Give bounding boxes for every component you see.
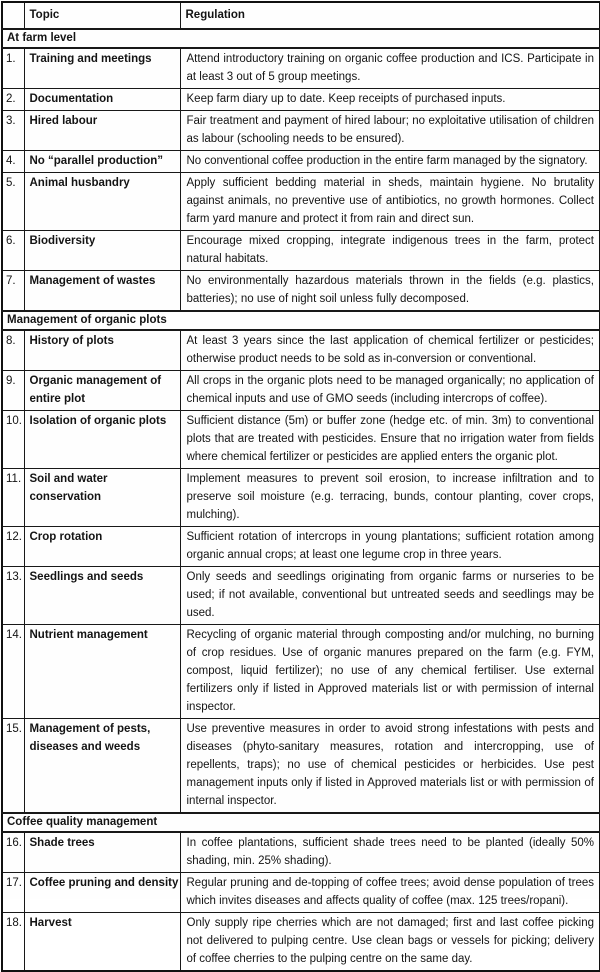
table-row xyxy=(2,832,600,873)
topic-cell: Training and meetings xyxy=(24,48,180,89)
regulation-cell: Keep farm diary up to date. Keep receipts of purchased inputs. xyxy=(180,89,600,111)
table-row xyxy=(2,527,600,567)
row-number-cell: 2. xyxy=(2,89,24,111)
header-topic-cell: Topic xyxy=(24,2,180,29)
regulations-table xyxy=(1,1,600,972)
topic-cell: Nutrient management xyxy=(24,625,180,719)
table-row xyxy=(2,173,600,231)
topic-cell: Organic management of entire plot xyxy=(24,371,180,411)
table-row xyxy=(2,271,600,312)
regulation-cell: Recycling of organic material through composting and/or mulching, no burning of crop residues. Use of organic manures prepared on the farm (e.g. FYM, compost, liquid fertilizer); no use of any chemical fertiliser. Use external fertilizers only if listed in Approved materials list or with permission of internal inspector. xyxy=(180,625,600,719)
header-num-cell xyxy=(2,2,24,29)
row-number-cell: 18. xyxy=(2,913,24,972)
row-number-cell: 16. xyxy=(2,832,24,873)
regulation-cell: Use preventive measures in order to avoid strong infestations with pests and diseases (phyto-sanitary measures, rotation and intercropping, use of repellents, traps); no use of chemical pesticides or herbicides. Use pest management inputs only if listed in Approved materials list or with permission of internal inspector. xyxy=(180,719,600,814)
row-number-cell: 11. xyxy=(2,469,24,527)
topic-cell: Documentation xyxy=(24,89,180,111)
regulations-table-body xyxy=(2,2,600,971)
row-number-cell: 7. xyxy=(2,271,24,312)
table-row xyxy=(2,151,600,173)
section-header-row xyxy=(2,29,600,48)
regulation-cell: No conventional coffee production in the entire farm managed by the signatory. xyxy=(180,151,600,173)
table-header-row xyxy=(2,2,600,29)
section-title: Coffee quality management xyxy=(2,813,600,832)
topic-cell: Management of pests, diseases and weeds xyxy=(24,719,180,814)
topic-cell: Management of wastes xyxy=(24,271,180,312)
regulation-cell: In coffee plantations, sufficient shade trees need to be planted (ideally 50% shading, min. 25% shading). xyxy=(180,832,600,873)
topic-cell: Shade trees xyxy=(24,832,180,873)
regulation-cell: Implement measures to prevent soil erosion, to increase infiltration and to preserve soil moisture (e.g. terracing, bunds, contour planting, cover crops, mulching). xyxy=(180,469,600,527)
topic-cell: Hired labour xyxy=(24,111,180,151)
row-number-cell: 8. xyxy=(2,330,24,371)
table-row xyxy=(2,913,600,972)
row-number-cell: 3. xyxy=(2,111,24,151)
regulation-cell: At least 3 years since the last application of chemical fertilizer or pesticides; otherwise product needs to be sold as in-conversion or conventional. xyxy=(180,330,600,371)
regulation-cell: No environmentally hazardous materials thrown in the fields (e.g. plastics, batteries); no use of night soil unless fully decomposed. xyxy=(180,271,600,312)
row-number-cell: 9. xyxy=(2,371,24,411)
row-number-cell: 17. xyxy=(2,873,24,913)
section-title: At farm level xyxy=(2,29,600,48)
regulation-cell: Sufficient distance (5m) or buffer zone (hedge etc. of min. 3m) to conventional plots that are treated with pesticides. Ensure that no irrigation water from fields where chemical fertilizer or pesticides are applied enters the organic plot. xyxy=(180,411,600,469)
topic-cell: Crop rotation xyxy=(24,527,180,567)
topic-cell: Seedlings and seeds xyxy=(24,567,180,625)
row-number-cell: 10. xyxy=(2,411,24,469)
topic-cell: History of plots xyxy=(24,330,180,371)
table-row xyxy=(2,411,600,469)
table-row xyxy=(2,873,600,913)
regulation-cell: Sufficient rotation of intercrops in young plantations; sufficient rotation among organic annual crops; at least one legume crop in three years. xyxy=(180,527,600,567)
table-row xyxy=(2,111,600,151)
table-row xyxy=(2,567,600,625)
section-header-row xyxy=(2,813,600,832)
topic-cell: No “parallel production” xyxy=(24,151,180,173)
table-row xyxy=(2,719,600,814)
regulation-cell: All crops in the organic plots need to be managed organically; no application of chemical inputs and use of GMO seeds (including intercrops of coffee). xyxy=(180,371,600,411)
regulation-cell: Apply sufficient bedding material in sheds, maintain hygiene. No brutality against animals, no preventive use of antibiotics, no growth hormones. Collect farm yard manure and protect it from rain and direct sun. xyxy=(180,173,600,231)
regulation-cell: Fair treatment and payment of hired labour; no exploitative utilisation of children as labour (schooling needs to be ensured). xyxy=(180,111,600,151)
row-number-cell: 12. xyxy=(2,527,24,567)
table-row xyxy=(2,625,600,719)
table-row xyxy=(2,231,600,271)
topic-cell: Soil and water conservation xyxy=(24,469,180,527)
row-number-cell: 4. xyxy=(2,151,24,173)
regulation-cell: Encourage mixed cropping, integrate indigenous trees in the farm, protect natural habitats. xyxy=(180,231,600,271)
row-number-cell: 14. xyxy=(2,625,24,719)
topic-cell: Coffee pruning and density xyxy=(24,873,180,913)
table-row xyxy=(2,330,600,371)
row-number-cell: 15. xyxy=(2,719,24,814)
row-number-cell: 1. xyxy=(2,48,24,89)
regulation-cell: Only supply ripe cherries which are not damaged; first and last coffee picking not delivered to pulping centre. Use clean bags or vessels for picking; delivery of coffee cherries to the pulping centre on the same day. xyxy=(180,913,600,972)
section-title: Management of organic plots xyxy=(2,311,600,330)
topic-cell: Animal husbandry xyxy=(24,173,180,231)
table-row xyxy=(2,48,600,89)
section-header-row xyxy=(2,311,600,330)
regulation-cell: Attend introductory training on organic coffee production and ICS. Participate in at least 3 out of 5 group meetings. xyxy=(180,48,600,89)
header-regulation-cell: Regulation xyxy=(180,2,600,29)
row-number-cell: 13. xyxy=(2,567,24,625)
table-row xyxy=(2,371,600,411)
topic-cell: Biodiversity xyxy=(24,231,180,271)
topic-cell: Harvest xyxy=(24,913,180,972)
table-row xyxy=(2,469,600,527)
table-row xyxy=(2,89,600,111)
regulation-cell: Regular pruning and de-topping of coffee trees; avoid dense population of trees which invites diseases and affects quality of coffee (max. 125 trees/ropani). xyxy=(180,873,600,913)
topic-cell: Isolation of organic plots xyxy=(24,411,180,469)
row-number-cell: 5. xyxy=(2,173,24,231)
row-number-cell: 6. xyxy=(2,231,24,271)
regulation-cell: Only seeds and seedlings originating from organic farms or nurseries to be used; if not available, conventional but untreated seeds and seedlings may be used. xyxy=(180,567,600,625)
